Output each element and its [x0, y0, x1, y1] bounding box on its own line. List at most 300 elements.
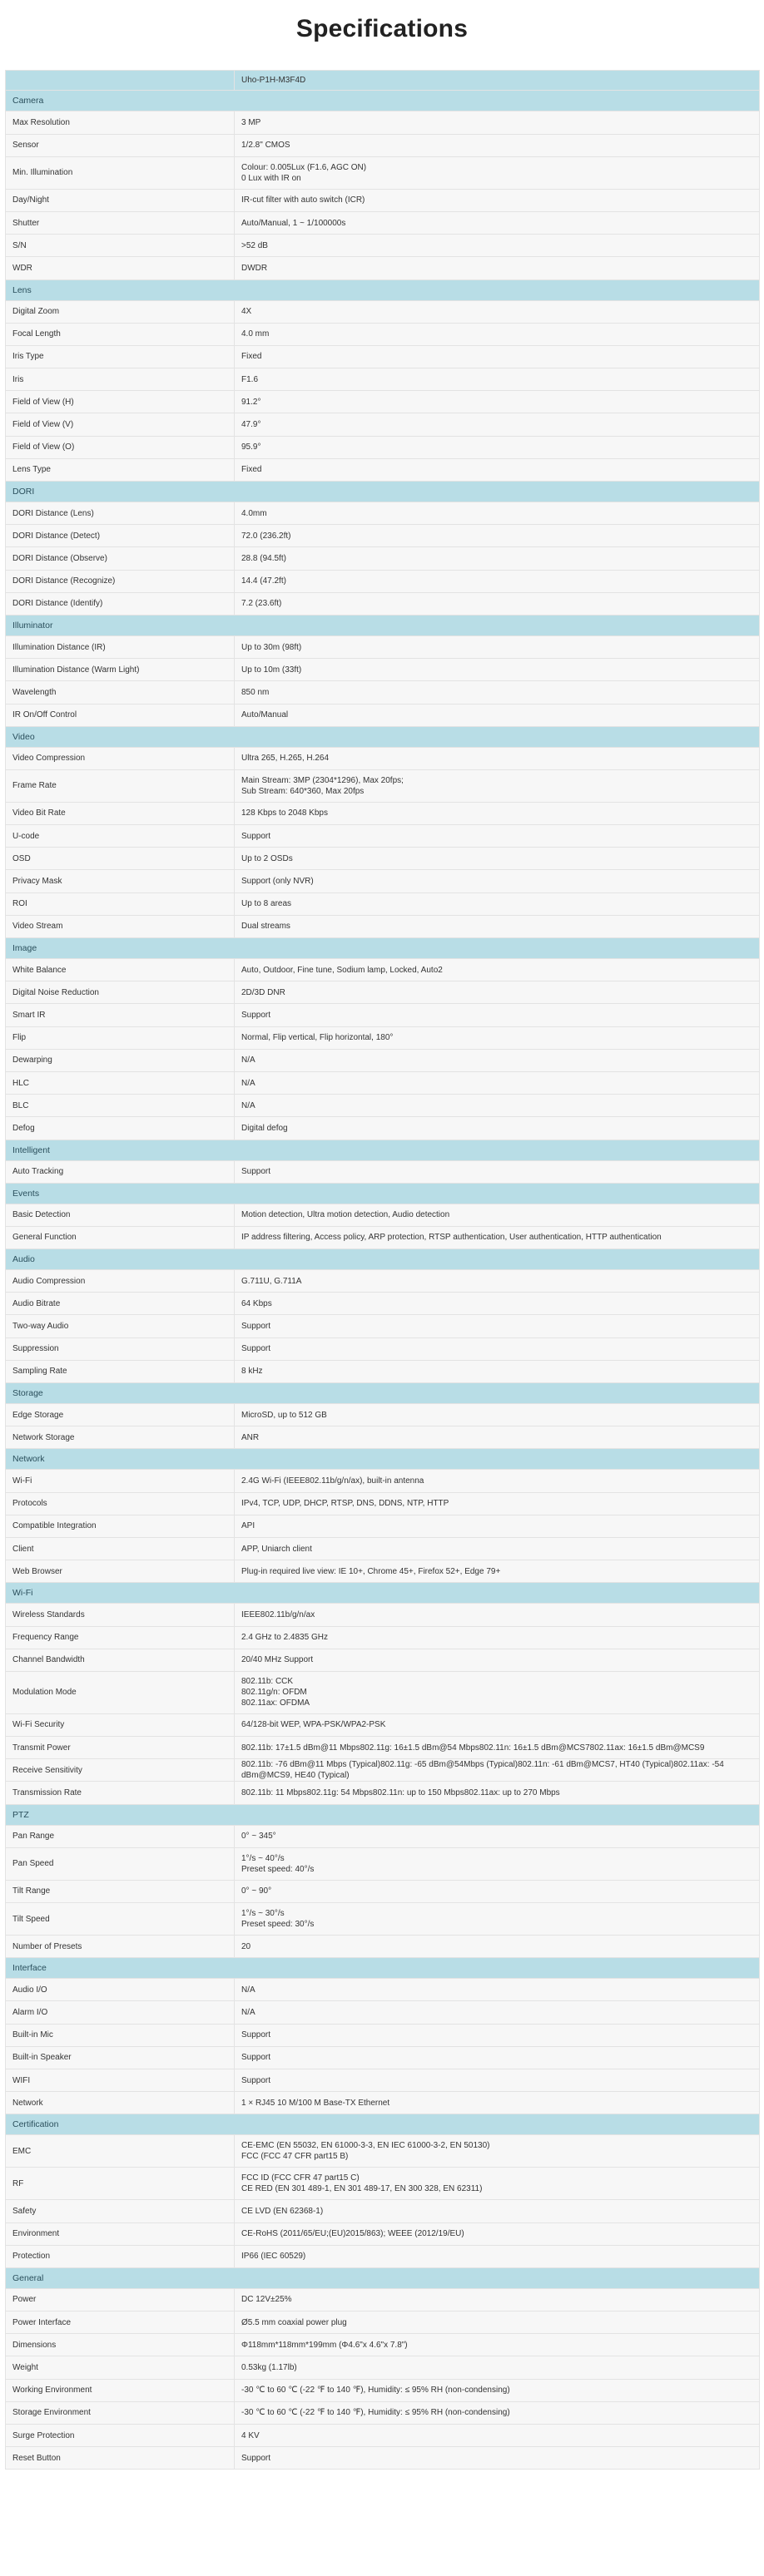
spec-value-line: 14.4 (47.2ft)	[241, 576, 286, 586]
spec-label: Auto Tracking	[6, 1161, 235, 1183]
spec-value	[235, 1270, 759, 1292]
spec-value-line: 4 KV	[241, 2430, 260, 2440]
spec-value	[235, 157, 759, 189]
section-header-lens	[6, 280, 760, 301]
spec-value-line: IP address filtering, Access policy, ARP protection, RTSP authentication, User authentication, HTTP authentication	[241, 1233, 662, 1243]
spec-value	[235, 547, 759, 569]
spec-row-audio-compression	[6, 1270, 760, 1293]
spec-label: Power Interface	[6, 2311, 235, 2333]
spec-label: Power	[6, 2289, 235, 2311]
spec-value	[235, 368, 759, 390]
spec-label: Audio Bitrate	[6, 1293, 235, 1314]
section-header-storage	[6, 1383, 760, 1404]
spec-row-frequency-range	[6, 1627, 760, 1649]
spec-value-line: IPv4, TCP, UDP, DHCP, RTSP, DNS, DDNS, NTP, HTTP	[241, 1499, 449, 1509]
spec-label: RF	[6, 2168, 235, 2199]
spec-label: Tilt Speed	[6, 1903, 235, 1935]
spec-row-network-storage	[6, 1426, 760, 1449]
spec-value-line: 28.8 (94.5ft)	[241, 553, 286, 563]
spec-value-line: 95.9°	[241, 443, 261, 452]
spec-value	[235, 2200, 759, 2222]
section-title: Lens	[12, 284, 32, 295]
spec-value	[235, 748, 759, 769]
spec-row-dori-distance-lens	[6, 502, 760, 525]
spec-value-line: N/A	[241, 1056, 255, 1066]
spec-value	[235, 1072, 759, 1094]
spec-label: Illumination Distance (IR)	[6, 636, 235, 658]
spec-value	[235, 2356, 759, 2378]
spec-row-video-compression	[6, 748, 760, 770]
spec-value	[235, 959, 759, 981]
spec-row-number-of-presets	[6, 1936, 760, 1958]
spec-row-power-interface	[6, 2311, 760, 2334]
spec-value-line: 0° ~ 345°	[241, 1832, 276, 1842]
spec-label: Suppression	[6, 1338, 235, 1360]
spec-row-ir-on-off-control	[6, 705, 760, 727]
spec-value	[235, 870, 759, 892]
spec-value-line: Auto, Outdoor, Fine tune, Sodium lamp, Locked, Auto2	[241, 965, 443, 975]
spec-label: ROI	[6, 893, 235, 915]
spec-label: HLC	[6, 1072, 235, 1094]
spec-value-line: Φ118mm*118mm*199mm (Φ4.6"x 4.6"x 7.8")	[241, 2340, 408, 2350]
spec-row-field-of-view-o	[6, 437, 760, 459]
spec-value	[235, 1714, 759, 1736]
spec-label: Storage Environment	[6, 2402, 235, 2424]
section-header-video	[6, 727, 760, 748]
spec-value-line: 64/128-bit WEP, WPA-PSK/WPA2-PSK	[241, 1720, 386, 1730]
spec-label: Built-in Speaker	[6, 2047, 235, 2069]
section-header-camera	[6, 91, 760, 111]
spec-value-line: 20	[241, 1941, 251, 1951]
spec-label: Number of Presets	[6, 1936, 235, 1957]
page-title: Specifications	[295, 15, 469, 42]
spec-label: Min. Illumination	[6, 157, 235, 189]
spec-row-pan-range	[6, 1826, 760, 1848]
spec-row-storage-environment	[6, 2402, 760, 2425]
section-header-general	[6, 2268, 760, 2289]
spec-row-roi	[6, 893, 760, 916]
spec-label: Compatible Integration	[6, 1515, 235, 1537]
spec-value-line: CE LVD (EN 62368-1)	[241, 2206, 324, 2216]
spec-value	[235, 2168, 759, 2199]
section-title: Events	[12, 1188, 40, 1199]
spec-row-rf	[6, 2168, 760, 2200]
spec-row-web-browser	[6, 1560, 760, 1583]
spec-label: Smart IR	[6, 1004, 235, 1026]
spec-value-line: 2.4G Wi-Fi (IEEE802.11b/g/n/ax), built-in antenna	[241, 1476, 424, 1486]
spec-value-line: N/A	[241, 1100, 255, 1110]
spec-value-line: Normal, Flip vertical, Flip horizontal, 180°	[241, 1033, 394, 1043]
spec-value-line: Auto/Manual, 1 ~ 1/100000s	[241, 218, 346, 228]
spec-value	[235, 1604, 759, 1625]
spec-row-hlc	[6, 1072, 760, 1095]
spec-value	[235, 1161, 759, 1183]
spec-row-digital-zoom	[6, 301, 760, 324]
spec-label: DORI Distance (Lens)	[6, 502, 235, 524]
spec-label: Field of View (H)	[6, 391, 235, 413]
spec-value	[235, 2047, 759, 2069]
spec-row-network	[6, 2092, 760, 2114]
section-title: Image	[12, 943, 37, 954]
spec-value	[235, 2447, 759, 2469]
spec-label: Shutter	[6, 212, 235, 234]
spec-label: Reset Button	[6, 2447, 235, 2469]
spec-row-dimensions	[6, 2334, 760, 2356]
spec-value-line: 47.9°	[241, 420, 261, 430]
section-header-ptz	[6, 1805, 760, 1826]
spec-value-line: Up to 2 OSDs	[241, 853, 293, 863]
spec-value	[235, 2001, 759, 2023]
spec-value	[235, 1515, 759, 1537]
spec-value-line: N/A	[241, 2007, 255, 2017]
spec-row-max-resolution	[6, 111, 760, 134]
spec-value	[235, 681, 759, 703]
spec-value	[235, 2402, 759, 2424]
section-title: Intelligent	[12, 1145, 50, 1155]
spec-value-line: Fixed	[241, 352, 262, 362]
spec-row-wireless-standards	[6, 1604, 760, 1626]
spec-row-environment	[6, 2223, 760, 2246]
spec-value	[235, 1672, 759, 1713]
spec-value-line: Ø5.5 mm coaxial power plug	[241, 2317, 347, 2327]
spec-value	[235, 502, 759, 524]
spec-label: Defog	[6, 1117, 235, 1139]
spec-value	[235, 235, 759, 256]
spec-row-dewarping	[6, 1050, 760, 1072]
spec-label: Basic Detection	[6, 1204, 235, 1226]
spec-row-sampling-rate	[6, 1361, 760, 1383]
spec-label: EMC	[6, 2135, 235, 2167]
section-header-wi-fi	[6, 1583, 760, 1604]
spec-label: Privacy Mask	[6, 870, 235, 892]
spec-row-white-balance	[6, 959, 760, 981]
spec-row-suppression	[6, 1338, 760, 1361]
spec-value-line: 7.2 (23.6ft)	[241, 599, 282, 609]
spec-value-line: 91.2°	[241, 397, 261, 407]
section-title: Illuminator	[12, 620, 53, 630]
spec-value-line: 20/40 MHz Support	[241, 1655, 314, 1665]
spec-value-line: F1.6	[241, 374, 259, 384]
section-header-events	[6, 1184, 760, 1204]
spec-value-line: CE-EMC (EN 55032, EN 61000-3-3, EN IEC 61000-3-2, EN 50130)	[241, 2141, 490, 2151]
section-header-image	[6, 938, 760, 959]
spec-value	[235, 636, 759, 658]
spec-value	[235, 2223, 759, 2245]
spec-label: Network Storage	[6, 1426, 235, 1448]
spec-row-alarm-i-o	[6, 2001, 760, 2024]
spec-row-power	[6, 2289, 760, 2311]
spec-row-emc	[6, 2135, 760, 2168]
spec-row-iris-type	[6, 346, 760, 368]
spec-value-line: 4.0mm	[241, 508, 267, 518]
spec-row-illumination-distance-warm-light	[6, 659, 760, 681]
spec-value	[235, 391, 759, 413]
spec-label: Transmission Rate	[6, 1782, 235, 1803]
spec-label: DORI Distance (Identify)	[6, 593, 235, 615]
spec-label: Receive Sensitivity	[6, 1759, 235, 1781]
section-title: Network	[12, 1454, 45, 1465]
section-header-interface	[6, 1958, 760, 1979]
spec-value	[235, 1426, 759, 1448]
spec-row-frame-rate	[6, 770, 760, 803]
section-title: Storage	[12, 1388, 43, 1399]
spec-value	[235, 1649, 759, 1671]
spec-value-line: Ultra 265, H.265, H.264	[241, 754, 330, 764]
spec-value-line: N/A	[241, 1985, 255, 1995]
spec-label: Safety	[6, 2200, 235, 2222]
spec-value-line: Support (only NVR)	[241, 877, 314, 887]
spec-value	[235, 1979, 759, 2000]
spec-label: Day/Night	[6, 190, 235, 211]
spec-value-line: Main Stream: 3MP (2304*1296), Max 20fps;	[241, 775, 404, 785]
spec-row-dori-distance-observe	[6, 547, 760, 570]
spec-value	[235, 916, 759, 937]
spec-row-channel-bandwidth	[6, 1649, 760, 1672]
spec-value-line: 4X	[241, 307, 252, 317]
spec-value-line: 8 kHz	[241, 1367, 263, 1377]
spec-value-line: DWDR	[241, 263, 268, 273]
spec-label: Field of View (O)	[6, 437, 235, 458]
spec-value-line: 2D/3D DNR	[241, 987, 285, 997]
spec-label: Audio Compression	[6, 1270, 235, 1292]
spec-value	[235, 212, 759, 234]
spec-value-line: MicroSD, up to 512 GB	[241, 1410, 327, 1420]
spec-row-digital-noise-reduction	[6, 981, 760, 1004]
spec-value-line: 0.53kg (1.17lb)	[241, 2363, 297, 2373]
spec-value-line: CE-RoHS (2011/65/EU;(EU)2015/863); WEEE (2012/19/EU)	[241, 2229, 464, 2239]
spec-value-line: Support	[241, 2053, 271, 2063]
spec-value	[235, 803, 759, 824]
spec-value-line: 802.11b: 17±1.5 dBm@11 Mbps802.11g: 16±1.5 dBm@54 Mbps802.11n: 16±1.5 dBm@MCS7802.11ax: 16±1.5 dBm@MCS9	[241, 1743, 705, 1753]
spec-value	[235, 770, 759, 802]
spec-value-line: 128 Kbps to 2048 Kbps	[241, 808, 328, 818]
spec-value	[235, 705, 759, 726]
spec-row-iris	[6, 368, 760, 391]
spec-value	[235, 1848, 759, 1880]
spec-label: Wi-Fi Security	[6, 1714, 235, 1736]
spec-row-compatible-integration	[6, 1515, 760, 1538]
spec-value-line: CE RED (EN 301 489-1, EN 301 489-17, EN 300 328, EN 62311)	[241, 2184, 483, 2194]
section-header-illuminator	[6, 616, 760, 636]
spec-label: Edge Storage	[6, 1404, 235, 1426]
spec-value	[235, 659, 759, 680]
section-header-network	[6, 1449, 760, 1470]
spec-row-dori-distance-recognize	[6, 571, 760, 593]
spec-label: Wireless Standards	[6, 1604, 235, 1625]
section-title: General	[12, 2272, 44, 2283]
spec-value-line: Up to 8 areas	[241, 899, 292, 909]
spec-label: Protocols	[6, 1493, 235, 1515]
spec-label: Flip	[6, 1027, 235, 1049]
spec-value	[235, 111, 759, 133]
spec-value	[235, 1204, 759, 1226]
spec-label: DORI Distance (Recognize)	[6, 571, 235, 592]
spec-value-line: Fixed	[241, 465, 262, 475]
spec-row-wifi	[6, 2069, 760, 2092]
spec-value	[235, 135, 759, 156]
model-name: Uho-P1H-M3F4D	[241, 76, 306, 86]
spec-value-line: 0° ~ 90°	[241, 1886, 272, 1896]
spec-label: IR On/Off Control	[6, 705, 235, 726]
spec-row-wavelength	[6, 681, 760, 704]
spec-value-line: Support	[241, 2453, 271, 2463]
spec-label: DORI Distance (Observe)	[6, 547, 235, 569]
spec-value	[235, 1027, 759, 1049]
spec-value-line: 1 × RJ45 10 M/100 M Base-TX Ethernet	[241, 2098, 390, 2108]
spec-value-line: Plug-in required live view: IE 10+, Chrome 45+, Firefox 52+, Edge 79+	[241, 1566, 501, 1576]
spec-row-privacy-mask	[6, 870, 760, 892]
spec-table	[5, 70, 760, 2470]
spec-row-wi-fi	[6, 1470, 760, 1492]
spec-label: BLC	[6, 1095, 235, 1116]
spec-label: Environment	[6, 2223, 235, 2245]
spec-value	[235, 301, 759, 323]
spec-row-audio-i-o	[6, 1979, 760, 2001]
spec-value	[235, 1404, 759, 1426]
spec-row-u-code	[6, 825, 760, 848]
spec-value	[235, 981, 759, 1003]
spec-label: U-code	[6, 825, 235, 847]
spec-value	[235, 324, 759, 345]
section-header-intelligent	[6, 1140, 760, 1161]
spec-label: White Balance	[6, 959, 235, 981]
section-header-dori	[6, 482, 760, 502]
spec-row-built-in-speaker	[6, 2047, 760, 2069]
spec-value	[235, 1117, 759, 1139]
spec-row-field-of-view-h	[6, 391, 760, 413]
spec-label: Max Resolution	[6, 111, 235, 133]
spec-label: Iris Type	[6, 346, 235, 368]
spec-label: Weight	[6, 2356, 235, 2378]
spec-value	[235, 2092, 759, 2114]
spec-value	[235, 257, 759, 279]
spec-row-basic-detection	[6, 1204, 760, 1227]
spec-value	[235, 1903, 759, 1935]
spec-label: Dewarping	[6, 1050, 235, 1071]
spec-row-dori-distance-detect	[6, 525, 760, 547]
spec-value-line: Support	[241, 831, 271, 841]
spec-value-line: 0 Lux with IR on	[241, 173, 301, 183]
spec-value-line: Support	[241, 2030, 271, 2040]
spec-value-line: G.711U, G.711A	[241, 1276, 302, 1286]
spec-row-illumination-distance-ir	[6, 636, 760, 659]
spec-label: Field of View (V)	[6, 413, 235, 435]
spec-value	[235, 893, 759, 915]
model-header-row	[6, 71, 760, 91]
spec-value-line: 802.11ax: OFDMA	[241, 1698, 310, 1708]
spec-value	[235, 1004, 759, 1026]
spec-value	[235, 1538, 759, 1560]
spec-value-line: 72.0 (236.2ft)	[241, 531, 291, 541]
spec-value	[235, 2425, 759, 2446]
spec-label: Digital Zoom	[6, 301, 235, 323]
spec-value-line: IEEE802.11b/g/n/ax	[241, 1609, 315, 1619]
spec-value	[235, 593, 759, 615]
spec-label: Alarm I/O	[6, 2001, 235, 2023]
spec-row-auto-tracking	[6, 1161, 760, 1184]
spec-value	[235, 1050, 759, 1071]
spec-value-line: 3 MP	[241, 117, 261, 127]
section-header-certification	[6, 2114, 760, 2135]
spec-value-line: IR-cut filter with auto switch (ICR)	[241, 195, 365, 205]
spec-row-smart-ir	[6, 1004, 760, 1026]
spec-label: Surge Protection	[6, 2425, 235, 2446]
section-title: PTZ	[12, 1809, 29, 1820]
spec-value-line: -30 ℃ to 60 ℃ (-22 ℉ to 140 ℉), Humidity: ≤ 95% RH (non-condensing)	[241, 2386, 510, 2396]
spec-value-line: Up to 30m (98ft)	[241, 642, 302, 652]
spec-row-sensor	[6, 135, 760, 157]
spec-value	[235, 413, 759, 435]
spec-value	[235, 2334, 759, 2356]
spec-row-s-n	[6, 235, 760, 257]
spec-label: WIFI	[6, 2069, 235, 2091]
spec-row-pan-speed	[6, 1848, 760, 1881]
spec-value-line: Auto/Manual	[241, 710, 289, 720]
section-title: Certification	[12, 2119, 59, 2130]
spec-label: Wavelength	[6, 681, 235, 703]
section-title: Wi-Fi	[12, 1588, 33, 1599]
spec-value-line: Preset speed: 40°/s	[241, 1864, 315, 1874]
spec-value-line: Colour: 0.005Lux (F1.6, AGC ON)	[241, 162, 367, 172]
spec-row-tilt-speed	[6, 1903, 760, 1936]
spec-row-defog	[6, 1117, 760, 1140]
spec-value	[235, 2069, 759, 2091]
spec-label: Dimensions	[6, 2334, 235, 2356]
spec-value-line: Support	[241, 1344, 271, 1354]
spec-label: General Function	[6, 1227, 235, 1248]
section-title: Audio	[12, 1254, 35, 1265]
spec-value-line: Support	[241, 1322, 271, 1332]
spec-row-protocols	[6, 1493, 760, 1515]
spec-value	[235, 1881, 759, 1902]
spec-row-protection	[6, 2246, 760, 2268]
section-title: DORI	[12, 487, 35, 497]
spec-value-line: 2.4 GHz to 2.4835 GHz	[241, 1633, 328, 1643]
spec-label: Pan Speed	[6, 1848, 235, 1880]
spec-label: Working Environment	[6, 2380, 235, 2401]
spec-value	[235, 571, 759, 592]
spec-label: Transmit Power	[6, 1737, 235, 1758]
section-title: Video	[12, 731, 35, 742]
spec-value	[235, 2289, 759, 2311]
spec-label: WDR	[6, 257, 235, 279]
spec-value	[235, 437, 759, 458]
spec-label: Audio I/O	[6, 1979, 235, 2000]
spec-row-field-of-view-v	[6, 413, 760, 436]
spec-row-weight	[6, 2356, 760, 2379]
spec-value	[235, 1227, 759, 1248]
spec-row-reset-button	[6, 2447, 760, 2470]
section-title: Camera	[12, 96, 44, 106]
spec-value-line: 1°/s ~ 40°/s	[241, 1853, 285, 1863]
spec-value	[235, 525, 759, 546]
spec-value-line: 802.11g/n: OFDM	[241, 1688, 307, 1698]
spec-value-line: ANR	[241, 1432, 260, 1442]
spec-label: Video Compression	[6, 748, 235, 769]
spec-label: Network	[6, 2092, 235, 2114]
spec-label: Video Bit Rate	[6, 803, 235, 824]
spec-value-line: DC 12V±25%	[241, 2295, 292, 2305]
spec-value	[235, 1095, 759, 1116]
spec-value-line: 1°/s ~ 30°/s	[241, 1909, 285, 1919]
spec-value-line: 1/2.8" CMOS	[241, 141, 290, 151]
spec-row-video-stream	[6, 916, 760, 938]
spec-value-line: Dual streams	[241, 922, 290, 932]
spec-label: Client	[6, 1538, 235, 1560]
spec-row-video-bit-rate	[6, 803, 760, 825]
spec-value	[235, 2311, 759, 2333]
spec-row-tilt-range	[6, 1881, 760, 1903]
